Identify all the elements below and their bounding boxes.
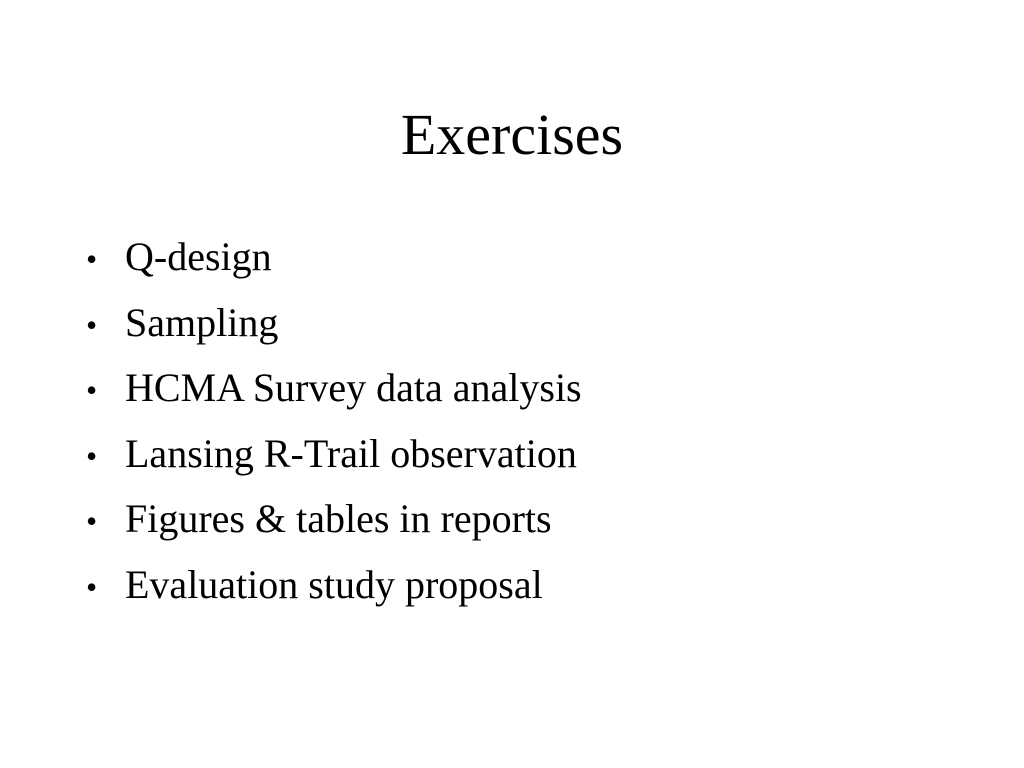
bullet-icon: •	[86, 437, 98, 474]
bullet-list	[86, 232, 582, 625]
bullet-icon: •	[86, 372, 98, 408]
list-item-label: Figures & tables in reports	[125, 496, 552, 541]
list-item-label: Sampling	[125, 299, 279, 345]
list-item-label: Evaluation study proposal	[125, 561, 543, 607]
list-item	[86, 232, 582, 298]
list-item	[86, 494, 582, 560]
list-item-label: Lansing R-Trail observation	[125, 430, 577, 476]
list-item-label: Q-design	[125, 234, 272, 279]
bullet-icon: •	[86, 241, 98, 277]
list-item	[86, 560, 582, 626]
list-item	[86, 298, 582, 364]
bullet-icon: •	[86, 568, 98, 605]
list-item	[86, 429, 582, 495]
bullet-icon: •	[86, 503, 98, 539]
bullet-icon: •	[86, 306, 98, 343]
slide-title: Exercises	[400, 102, 624, 167]
list-item	[86, 363, 582, 429]
list-item-label: HCMA Survey data analysis	[125, 365, 582, 410]
